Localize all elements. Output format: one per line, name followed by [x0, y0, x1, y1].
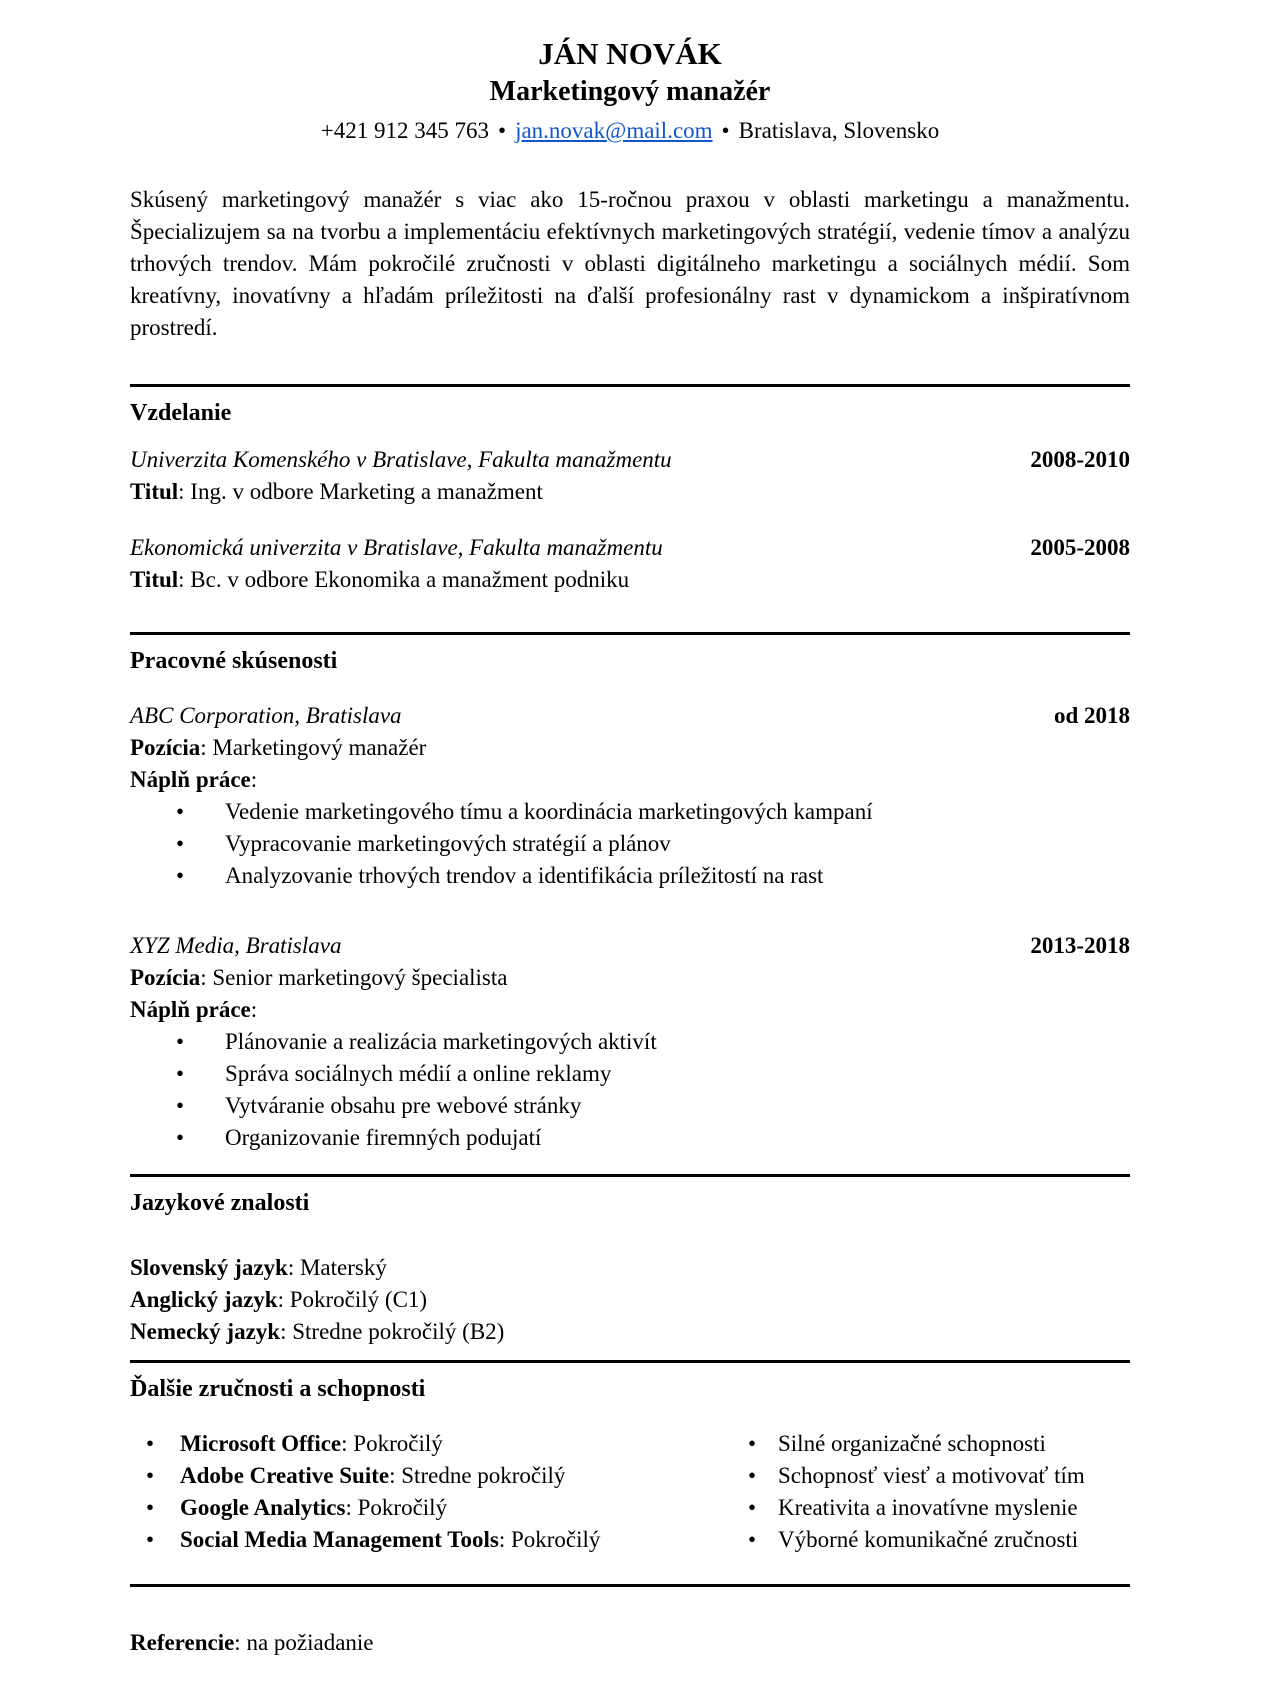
skill-level: Stredne pokročilý [401, 1463, 566, 1488]
skill-level: Pokročilý [357, 1495, 448, 1520]
position-value: Marketingový manažér [212, 735, 427, 760]
education-entry [130, 532, 1130, 596]
skill-text: Schopnosť viesť a motivovať tím [778, 1463, 1085, 1488]
education-dates: 2005-2008 [1030, 535, 1130, 560]
languages-heading: Jazykové znalosti [130, 1190, 310, 1216]
skill-level: Pokročilý [353, 1431, 443, 1456]
skill-item [130, 1460, 748, 1492]
skill-item [130, 1492, 748, 1524]
experience-section [130, 700, 1130, 1154]
colon-separator: : [277, 1287, 290, 1312]
school-name: Univerzita Komenského v Bratislave, Fakulta manažmentu [130, 447, 672, 472]
education-section [130, 444, 1130, 596]
language-label: Anglický jazyk [130, 1287, 278, 1312]
location-text: Bratislava, Slovensko [738, 118, 940, 143]
skill-item [130, 1428, 748, 1460]
colon-separator: : [287, 1255, 300, 1280]
position-label: Pozícia [130, 735, 201, 760]
language-label: Slovenský jazyk [130, 1255, 288, 1280]
skill-item [748, 1492, 1130, 1524]
skill-text: Výborné komunikačné zručnosti [778, 1527, 1079, 1552]
skills-column-right [748, 1428, 1130, 1556]
education-heading: Vzdelanie [130, 400, 232, 426]
company-name: ABC Corporation, Bratislava [130, 703, 402, 728]
duty-text: Vypracovanie marketingových stratégií a plánov [225, 831, 671, 856]
bullet-icon: • [176, 1093, 185, 1118]
language-item [130, 1316, 1130, 1348]
job-entry-head [130, 700, 1130, 732]
duties-list [130, 1026, 1130, 1154]
job-entry-head [130, 930, 1130, 962]
bullet-icon: • [748, 1527, 757, 1552]
bullet-icon: • [176, 1029, 185, 1054]
bullet-icon: • [748, 1495, 757, 1520]
section-divider [130, 1584, 1130, 1587]
job-entry [130, 700, 1130, 892]
job-dates: 2013-2018 [1030, 933, 1130, 958]
section-divider [130, 632, 1130, 635]
education-entry-head [130, 444, 1130, 476]
phone-number: +421 912 345 763 [320, 118, 490, 143]
bullet-icon: • [748, 1431, 757, 1456]
position-line [130, 732, 1130, 764]
duties-label-line [130, 764, 1130, 796]
duty-item [130, 1090, 1130, 1122]
duty-text: Analyzovanie trhových trendov a identifikácia príležitostí na rast [225, 863, 824, 888]
position-line [130, 962, 1130, 994]
skill-label: Social Media Management Tools [180, 1527, 499, 1552]
colon-separator: : [389, 1463, 402, 1488]
skill-text: Kreativita a inovatívne myslenie [778, 1495, 1078, 1520]
job-entry [130, 930, 1130, 1154]
language-item [130, 1284, 1130, 1316]
duties-label-line [130, 994, 1130, 1026]
degree-value: Bc. v odbore Ekonomika a manažment podniku [190, 567, 630, 592]
duty-item [130, 1058, 1130, 1090]
degree-value: Ing. v odbore Marketing a manažment [190, 479, 543, 504]
duty-text: Organizovanie firemných podujatí [225, 1125, 542, 1150]
skill-item [748, 1428, 1130, 1460]
duty-text: Správa sociálnych médií a online reklamy [225, 1061, 612, 1086]
colon-separator: : [280, 1319, 293, 1344]
language-level: Stredne pokročilý (B2) [292, 1319, 505, 1344]
colon-separator: : [178, 567, 191, 592]
position-value: Senior marketingový špecialista [212, 965, 508, 990]
skill-item [748, 1524, 1130, 1556]
candidate-title: Marketingový manažér [489, 76, 771, 107]
skills-column-left [130, 1428, 748, 1556]
education-dates: 2008-2010 [1030, 447, 1130, 472]
education-entry [130, 444, 1130, 508]
duty-item [130, 796, 1130, 828]
colon-text: : [250, 997, 258, 1022]
language-level: Materský [299, 1255, 387, 1280]
skills-section [130, 1428, 1130, 1556]
colon-separator: : [498, 1527, 511, 1552]
education-entry-head [130, 532, 1130, 564]
dot-separator-icon: • [721, 118, 730, 143]
skill-item [748, 1460, 1130, 1492]
degree-line [130, 564, 1130, 596]
skill-text: Silné organizačné schopnosti [778, 1431, 1046, 1456]
degree-label: Titul [130, 567, 179, 592]
skill-label: Adobe Creative Suite [180, 1463, 390, 1488]
company-name: XYZ Media, Bratislava [130, 933, 342, 958]
email-link[interactable]: jan.novak@mail.com [515, 118, 713, 143]
duty-item [130, 1122, 1130, 1154]
job-dates: od 2018 [1053, 703, 1130, 728]
skills-heading: Ďalšie zručnosti a schopnosti [130, 1376, 426, 1402]
section-divider [130, 1360, 1130, 1363]
section-divider [130, 384, 1130, 387]
language-item [130, 1252, 1130, 1284]
degree-label: Titul [130, 479, 179, 504]
bullet-icon: • [176, 1125, 185, 1150]
references-value: na požiadanie [246, 1630, 374, 1655]
duty-item [130, 860, 1130, 892]
colon-separator: : [200, 735, 213, 760]
bullet-icon: • [146, 1527, 155, 1552]
duty-item [130, 1026, 1130, 1058]
bullet-icon: • [146, 1495, 155, 1520]
references-line [130, 1627, 1130, 1659]
duty-item [130, 828, 1130, 860]
colon-separator: : [200, 965, 213, 990]
candidate-name: JÁN NOVÁK [538, 36, 722, 71]
bullet-icon: • [146, 1463, 155, 1488]
bullet-icon: • [176, 863, 185, 888]
colon-text: : [250, 767, 258, 792]
duties-label: Náplň práce [130, 767, 251, 792]
bullet-icon: • [176, 831, 185, 856]
colon-separator: : [341, 1431, 354, 1456]
bullet-icon: • [146, 1431, 155, 1456]
language-level: Pokročilý (C1) [289, 1287, 428, 1312]
references-label: Referencie [130, 1630, 235, 1655]
skill-level: Pokročilý [510, 1527, 601, 1552]
language-label: Nemecký jazyk [130, 1319, 281, 1344]
duty-text: Vytváranie obsahu pre webové stránky [225, 1093, 582, 1118]
bullet-icon: • [176, 1061, 185, 1086]
colon-separator: : [234, 1630, 247, 1655]
skill-item [130, 1524, 748, 1556]
duties-label: Náplň práce [130, 997, 251, 1022]
duty-text: Vedenie marketingového tímu a koordinácia marketingových kampaní [225, 799, 873, 824]
colon-separator: : [178, 479, 191, 504]
colon-separator: : [345, 1495, 358, 1520]
skill-label: Google Analytics [180, 1495, 346, 1520]
duties-list [130, 796, 1130, 892]
experience-heading: Pracovné skúsenosti [130, 648, 338, 674]
section-divider [130, 1174, 1130, 1177]
skill-label: Microsoft Office [180, 1431, 342, 1456]
languages-section [130, 1252, 1130, 1348]
bullet-icon: • [176, 799, 185, 824]
summary-paragraph: Skúsený marketingový manažér s viac ako 15-ročnou praxou v oblasti marketingu a manažmentu. Špecializujem sa na tvorbu a implementáciu efektívnych marketingových stratégií, vedenie tímov a analýzu trhových trendov. Mám pokročilé zručnosti v oblasti digitálneho marketingu a sociálnych médií. Som kreatívny, inovatívny a hľadám príležitosti na ďalší profesionálny rast v dynamickom a inšpiratívnom prostredí. [130, 187, 1130, 340]
contact-line [130, 116, 1130, 146]
school-name: Ekonomická univerzita v Bratislave, Fakulta manažmentu [130, 535, 663, 560]
degree-line [130, 476, 1130, 508]
dot-separator-icon: • [498, 118, 507, 143]
duty-text: Plánovanie a realizácia marketingových aktivít [225, 1029, 657, 1054]
position-label: Pozícia [130, 965, 201, 990]
bullet-icon: • [748, 1463, 757, 1488]
